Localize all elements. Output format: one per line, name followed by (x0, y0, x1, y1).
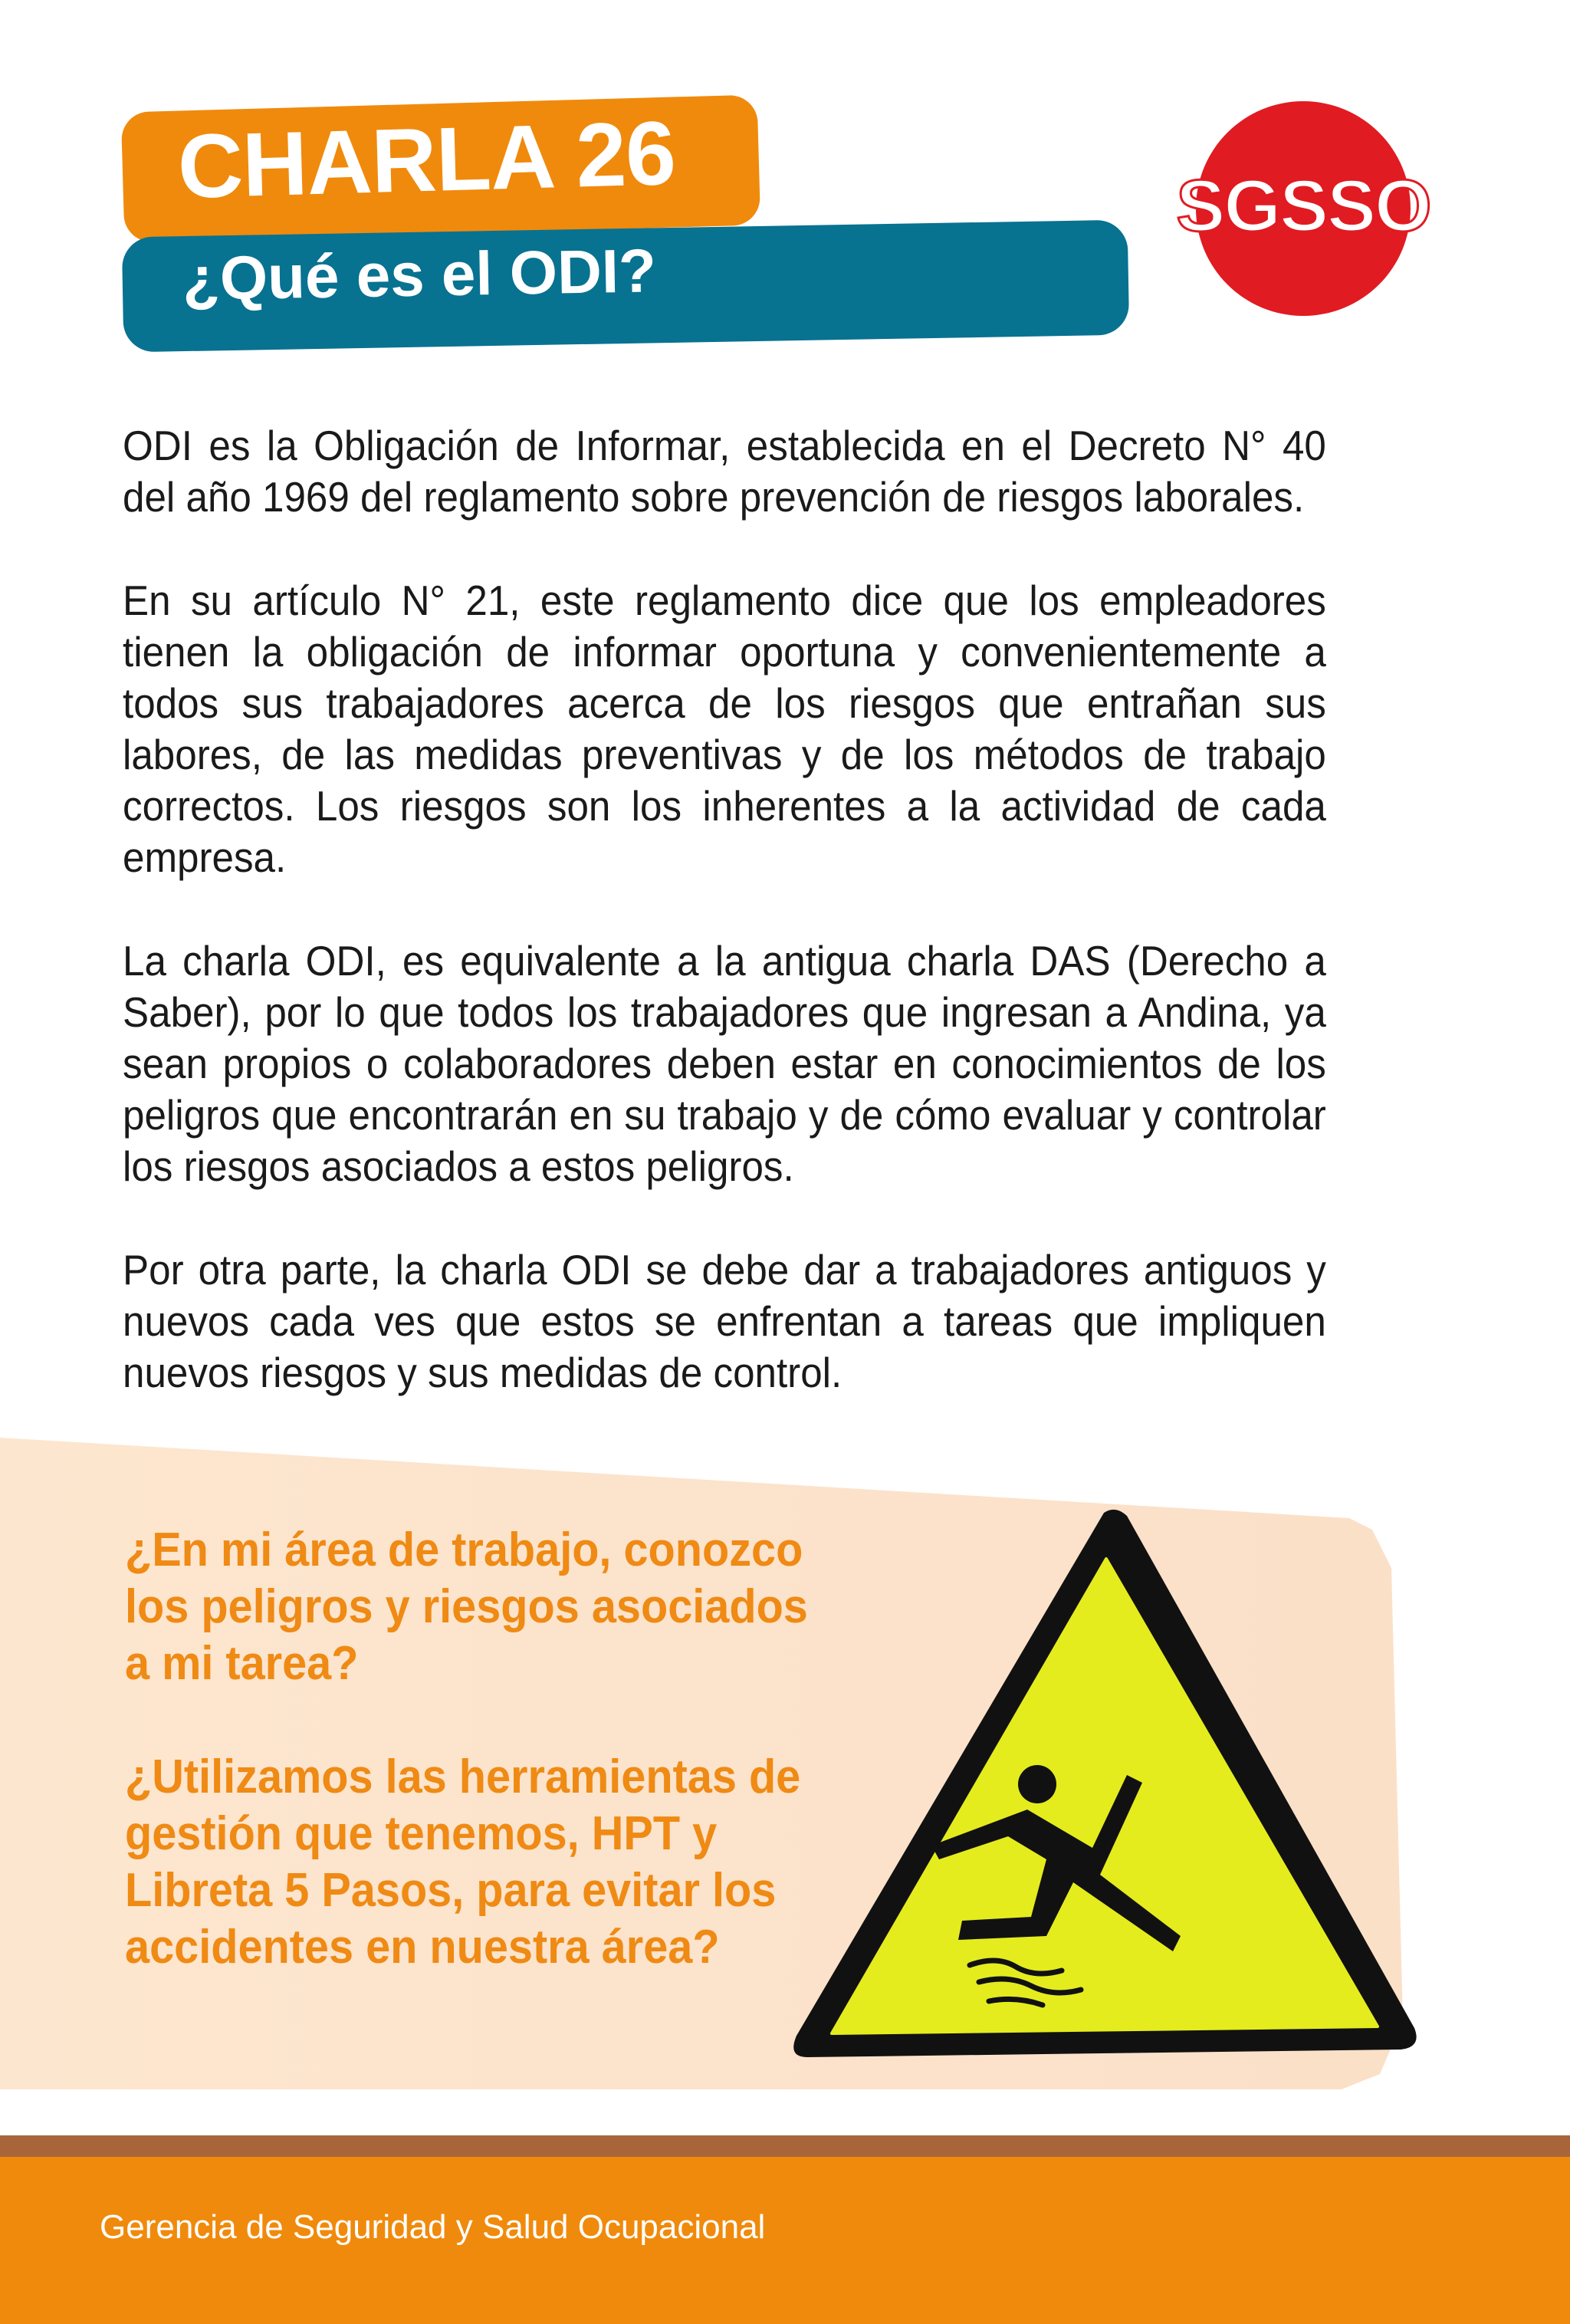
question-1: ¿En mi área de trabajo, conozco los peligros y riesgos asociados a mi tarea? (125, 1524, 808, 1690)
page-title: CHARLA 26 (176, 102, 677, 218)
paragraph-1: ODI es la Obligación de Informar, establecida en el Decreto N° 40 del año 1969 del reglamento sobre prevención de riesgos laborales. (123, 422, 1326, 521)
slippery-floor-warning-icon (778, 1499, 1422, 2066)
paragraph-3: La charla ODI, es equivalente a la antigua charla DAS (Derecho a Saber), por lo que todos los trabajadores que ingresan a Andina, ya sean propios o colaboradores deben estar en conocimientos de los peligros que encontrarán en su trabajo y de cómo evaluar y controlar los riesgos asociados a estos peligros. (123, 937, 1326, 1190)
sgsso-logo-text: SGSSO (1176, 165, 1430, 247)
question-2: ¿Utilizamos las herramientas de gestión que tenemos, HPT y Libreta 5 Pasos, para evitar los accidentes en nuestra área? (125, 1750, 801, 1974)
body-text (123, 420, 1326, 1451)
footer-stripe (0, 2135, 1570, 2157)
paragraph-2: En su artículo N° 21, este reglamento dice que los empleadores tienen la obligación de informar oportuna y convenientemente a todos sus trabajadores acerca de los riesgos que entrañan sus labores, de las medidas preventivas y de los métodos de trabajo correctos. Los riesgos son los inherentes a la actividad de cada empresa. (123, 577, 1326, 881)
paragraph-4: Por otra parte, la charla ODI se debe dar a trabajadores antiguos y nuevos cada ves que estos se enfrentan a tareas que impliquen nuevos riesgos y sus medidas de control. (123, 1246, 1326, 1396)
page-subtitle: ¿Qué es el ODI? (182, 236, 657, 313)
questions (125, 1522, 838, 2033)
footer-text: Gerencia de Seguridad y Salud Ocupacional (100, 2208, 766, 2246)
